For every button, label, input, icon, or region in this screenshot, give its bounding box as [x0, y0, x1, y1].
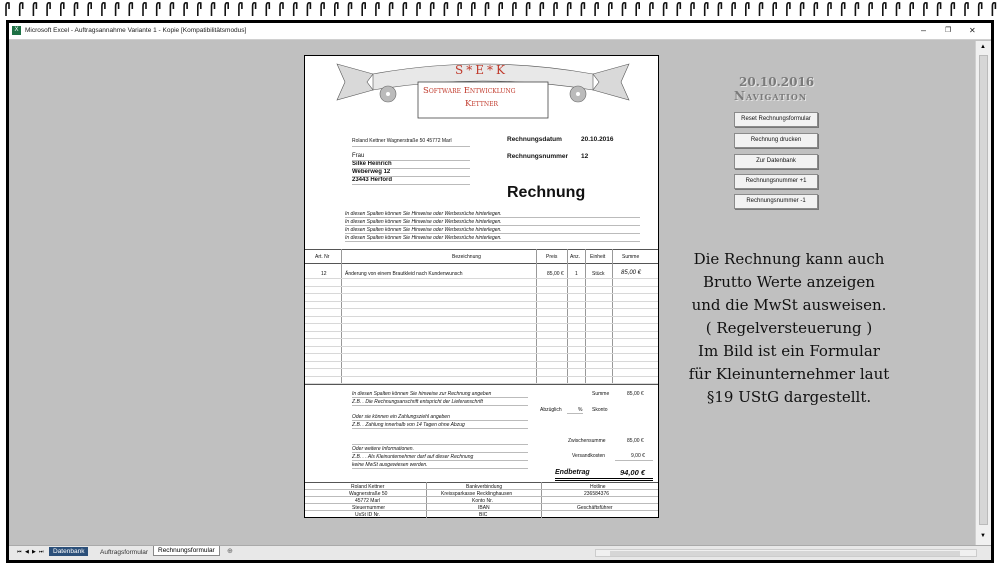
binding-ring: [897, 3, 900, 16]
binding-ring: [979, 3, 982, 16]
footer-col1: Steuernummer: [352, 505, 386, 511]
recipient-street: Weberweg 12: [352, 169, 391, 175]
binding-ring: [801, 3, 804, 16]
binding-ring: [581, 3, 584, 16]
skonto-label: Skonto: [592, 407, 608, 413]
summe-value: 85,00 €: [627, 391, 644, 397]
binding-ring: [349, 3, 352, 16]
binding-ring: [376, 3, 379, 16]
annotation-line: für Kleinunternehmer laut: [688, 365, 890, 383]
binding-ring: [458, 3, 461, 16]
binding-ring: [650, 3, 653, 16]
footer-note: In diesen Spalten können Sie hinweise zur Rechnung angeben: [352, 391, 492, 397]
binding-ring: [253, 3, 256, 16]
horizontal-scrollbar[interactable]: [595, 549, 977, 557]
recipient-name: Silke Heinrich: [352, 161, 392, 167]
table-row-line: [305, 368, 658, 369]
hint-line: In diesen Spalten können Sie Hinweise oder Werbesrüche hinterlegen.: [345, 211, 502, 217]
footer-col1: 45772 Marl: [355, 498, 381, 504]
logo-line2: Software Entwicklung: [423, 86, 516, 96]
header-bezeichnung: Bezeichnung: [452, 254, 481, 260]
footer-col3: Hotline: [590, 484, 606, 490]
scrollbar-thumb[interactable]: [979, 55, 988, 525]
invoice-heading: Rechnung: [507, 184, 586, 201]
binding-ring: [992, 3, 995, 16]
row-bezeichnung: Änderung von einem Brautkleid nach Kundenwunsch: [345, 271, 463, 277]
annotation-line: und die MwSt ausweisen.: [691, 296, 887, 314]
table-row-line: [305, 338, 658, 339]
binding-ring: [718, 3, 721, 16]
zwischensumme-label: Zwischensumme: [568, 438, 606, 444]
invoice-number-plus-button[interactable]: Rechnungsnummer +1: [734, 174, 818, 189]
hint-line: In diesen Spalten können Sie Hinweise oder Werbesrüche hinterlegen.: [345, 235, 502, 241]
recipient-city: 23443 Herford: [352, 177, 393, 183]
binding-ring: [444, 3, 447, 16]
footer-col2: Konto Nr.: [472, 498, 493, 504]
binding-ring: [170, 3, 173, 16]
binding-ring: [266, 3, 269, 16]
binding-ring: [88, 3, 91, 16]
footer-col3: 236584376: [584, 491, 610, 497]
table-row-line: [305, 286, 658, 287]
zwischensumme-value: 85,00 €: [627, 438, 644, 444]
binding-ring: [910, 3, 913, 16]
abzueglich-label: Abzüglich: [540, 407, 562, 413]
title-bar: [9, 23, 991, 40]
binding-ring: [294, 3, 297, 16]
annotation-line: §19 UStG dargestellt.: [706, 388, 872, 406]
table-row-line: [305, 376, 658, 377]
binding-ring: [486, 3, 489, 16]
row-anz: 1: [575, 271, 578, 277]
row-art-nr: 12: [321, 271, 327, 277]
footer-col3: Geschäftsführer: [577, 505, 613, 511]
binding-ring: [321, 3, 324, 16]
binding-ring: [677, 3, 680, 16]
table-row-line: [305, 293, 658, 294]
binding-ring: [431, 3, 434, 16]
invoice-form: [304, 55, 659, 518]
binding-ring: [664, 3, 667, 16]
footer-col2: BIC: [479, 512, 488, 518]
footer-note: Z.B. . Die Rechnungsanschrift entspricht der Lieferanschrift: [352, 399, 483, 405]
annotation-line: Die Rechnung kann auch: [693, 250, 885, 268]
binding-ring: [540, 3, 543, 16]
row-einheit: Stück: [592, 271, 605, 277]
logo-line1: S*E*K: [455, 63, 508, 77]
tab-next-icon[interactable]: ▶: [32, 549, 36, 555]
binding-ring: [184, 3, 187, 16]
binding-ring: [335, 3, 338, 16]
binding-ring: [499, 3, 502, 16]
summe-label: Summe: [592, 391, 610, 397]
binding-ring: [129, 3, 132, 16]
excel-icon: X: [12, 26, 21, 35]
scroll-up-icon[interactable]: ▲: [980, 44, 986, 50]
footer-col2: Kreissparkasse Recklinghausen: [441, 491, 513, 497]
footer-col1: Wagnerstraße 50: [349, 491, 388, 497]
versand-value: 9,00 €: [631, 453, 645, 459]
binding-ring: [951, 3, 954, 16]
sheet-tab-bar: [9, 545, 991, 560]
binding-ring: [746, 3, 749, 16]
print-invoice-button[interactable]: Rechnung drucken: [734, 133, 818, 148]
footer-col2: Bankverbindung: [466, 484, 503, 490]
new-sheet-icon[interactable]: ⊕: [227, 548, 233, 555]
scroll-down-icon[interactable]: ▼: [980, 533, 986, 539]
footer-note: Z.B. . Zahlung innerhalb von 14 Tagen ohne Abzug: [352, 422, 465, 428]
binding-ring: [883, 3, 886, 16]
header-einheit: Einheit: [590, 254, 606, 260]
table-row-line: [305, 331, 658, 332]
binding-ring: [609, 3, 612, 16]
table-row-line: [305, 353, 658, 354]
header-anz: Anz.: [570, 254, 581, 260]
binding-ring: [842, 3, 845, 16]
binding-ring: [472, 3, 475, 16]
annotation-line: Im Bild ist ein Formular: [698, 342, 880, 360]
number-label: Rechnungsnummer: [507, 153, 569, 160]
binding-ring: [732, 3, 735, 16]
binding-ring: [47, 3, 50, 16]
recipient-salutation: Frau: [352, 153, 365, 159]
table-row-line: [305, 316, 658, 317]
date-value: 20.10.2016: [581, 136, 614, 143]
table-row-line: [305, 383, 658, 384]
invoice-number-minus-button[interactable]: Rechnungsnummer -1: [734, 194, 818, 209]
footer-note: Z.B. . . Als Kleinunternehmer darf auf dieser Rechnung: [352, 454, 474, 460]
binding-ring: [157, 3, 160, 16]
binding-ring: [814, 3, 817, 16]
binding-ring: [554, 3, 557, 16]
table-row-line: [305, 308, 658, 309]
table-row-line: [305, 278, 658, 279]
binding-ring: [239, 3, 242, 16]
tab-prev-icon[interactable]: ◀: [25, 549, 29, 555]
footer-col1: Roland Kettner: [351, 484, 385, 490]
tab-datenbank[interactable]: Datenbank: [49, 547, 88, 556]
binding-ring: [636, 3, 639, 16]
hint-line: In diesen Spalten können Sie Hinweise oder Werbesrüche hinterlegen.: [345, 227, 502, 233]
binding-ring: [828, 3, 831, 16]
tab-rechnungsformular[interactable]: Rechnungsformular: [153, 546, 220, 556]
binding-ring: [924, 3, 927, 16]
row-preis: 85,00 €: [547, 271, 564, 277]
header-summe: Summe: [622, 254, 640, 260]
number-value: 12: [581, 153, 589, 160]
spiral-binding: [0, 0, 1000, 20]
table-row-line: [305, 361, 658, 362]
binding-ring: [513, 3, 516, 16]
binding-ring: [760, 3, 763, 16]
footer-note: Oder weitere Informationen.: [352, 446, 414, 452]
restore-button[interactable]: ❐: [945, 27, 952, 34]
binding-ring: [225, 3, 228, 16]
binding-ring: [116, 3, 119, 16]
binding-ring: [307, 3, 310, 16]
binding-ring: [6, 3, 9, 16]
binding-ring: [362, 3, 365, 16]
header-preis: Preis: [546, 254, 558, 260]
sender-line: Roland Kettner Wagnerstraße 50 45772 Marl: [352, 138, 452, 144]
table-row-line: [305, 346, 658, 347]
annotation-line: Brutto Werte anzeigen: [703, 273, 875, 291]
tab-auftragsformular[interactable]: Auftragsformular: [100, 549, 149, 556]
annotation-line: ( Regelversteuerung ): [705, 319, 873, 337]
endbetrag-value: 94,00 €: [620, 468, 646, 477]
binding-ring: [280, 3, 283, 16]
binding-ring: [623, 3, 626, 16]
nav-title: Navigation: [734, 89, 808, 103]
annotation-text: [669, 248, 909, 409]
binding-ring: [527, 3, 530, 16]
footer-col2: IBAN: [478, 505, 490, 511]
binding-ring: [691, 3, 694, 16]
header-art-nr: Art. Nr: [315, 254, 330, 260]
binding-ring: [965, 3, 968, 16]
binding-ring: [102, 3, 105, 16]
binding-ring: [75, 3, 78, 16]
binding-ring: [198, 3, 201, 16]
worksheet: [9, 41, 975, 545]
footer-col1: UsSt ID Nr.: [355, 512, 381, 518]
hscroll-thumb[interactable]: [610, 551, 960, 556]
footer-note: Oder sie können ein Zahlungsziehl angeben: [352, 414, 450, 420]
binding-ring: [212, 3, 215, 16]
hint-line: In diesen Spalten können Sie Hinweise oder Werbesrüche hinterlegen.: [345, 219, 502, 225]
percent-label: %: [578, 407, 583, 413]
table-row-line: [305, 323, 658, 324]
binding-ring: [773, 3, 776, 16]
binding-ring: [390, 3, 393, 16]
binding-ring: [705, 3, 708, 16]
tab-last-icon[interactable]: ⏭: [39, 549, 44, 555]
row-summe: 85,00 €: [621, 270, 642, 276]
binding-ring: [33, 3, 36, 16]
binding-ring: [568, 3, 571, 16]
date-label: Rechnungsdatum: [507, 136, 562, 143]
binding-ring: [855, 3, 858, 16]
binding-ring: [938, 3, 941, 16]
excel-window: [6, 20, 994, 563]
logo-line3: Kettner: [465, 99, 498, 109]
binding-ring: [869, 3, 872, 16]
table-row-line: [305, 301, 658, 302]
minimize-button[interactable]: –: [921, 25, 927, 35]
binding-ring: [595, 3, 598, 16]
binding-ring: [61, 3, 64, 16]
window-title: Microsoft Excel - Auftragsannahme Variante 1 - Kopie [Kompatibilitätsmodus]: [25, 27, 247, 34]
vertical-scrollbar[interactable]: [975, 41, 991, 545]
endbetrag-label: Endbetrag: [555, 469, 590, 476]
nav-date: 20.10.2016: [739, 75, 815, 89]
to-database-button[interactable]: Zur Datenbank: [734, 154, 818, 169]
footer-note: keine MwSt ausgewiesen werden.: [352, 462, 428, 468]
binding-ring: [403, 3, 406, 16]
reset-invoice-button[interactable]: Reset Rechnungsformular: [734, 112, 818, 127]
binding-ring: [417, 3, 420, 16]
versand-label: Versandkosten: [572, 453, 606, 459]
binding-ring: [787, 3, 790, 16]
binding-ring: [143, 3, 146, 16]
close-button[interactable]: ✕: [969, 26, 976, 35]
binding-ring: [20, 3, 23, 16]
tab-first-icon[interactable]: ⏮: [17, 549, 22, 555]
